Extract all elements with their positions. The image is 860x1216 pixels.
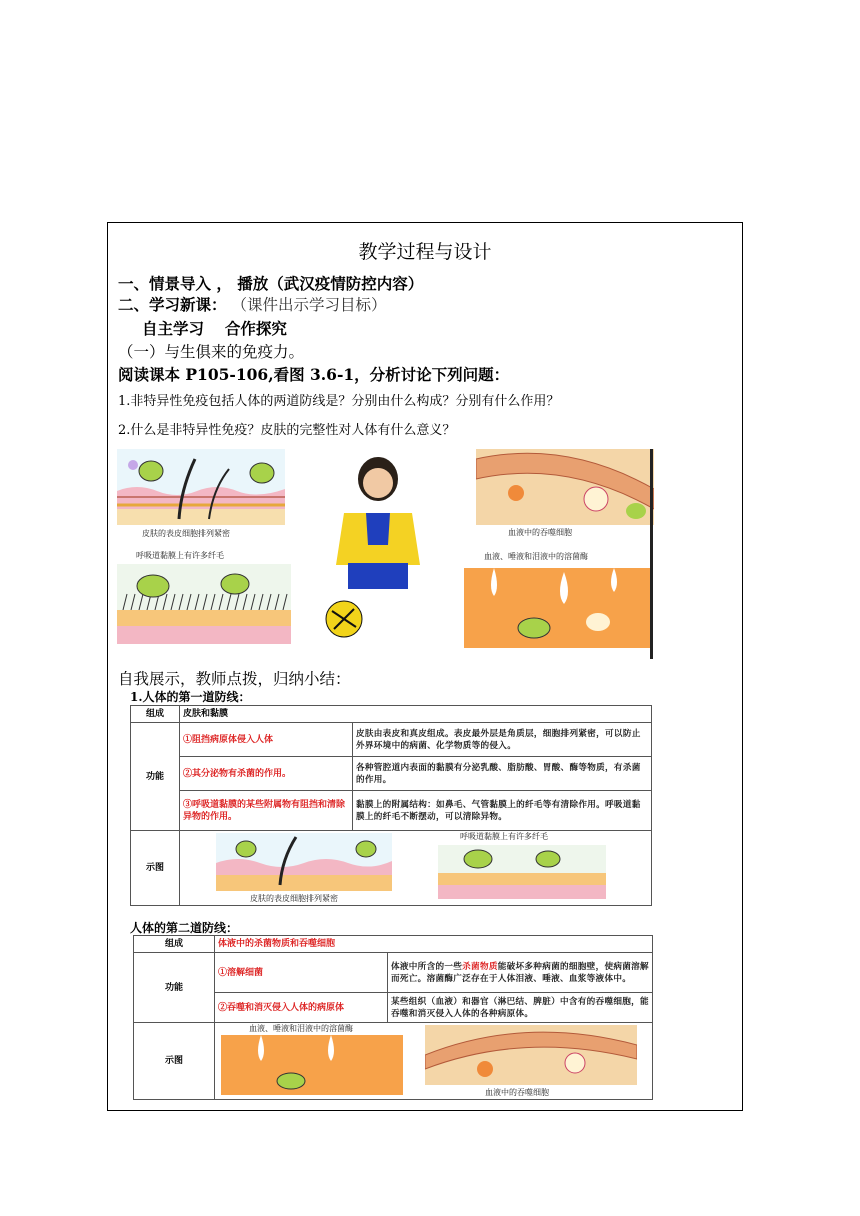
- composition-cell: 皮肤和黏膜: [180, 706, 652, 723]
- table-cilia-caption: 呼吸道黏膜上有许多纤毛: [460, 832, 548, 841]
- function-3: ③呼吸道黏膜的某些附属物有阻挡和清除异物的作用。: [180, 791, 353, 831]
- lysozyme-caption: 血液、唾液和泪液中的溶菌酶: [484, 552, 588, 561]
- description-2-2: 某些组织（血液）和器官（淋巴结、脾脏）中含有的吞噬细胞，能吞噬和消灭侵入人体的各种病原体。: [388, 993, 653, 1023]
- function-2: ②其分泌物有杀菌的作用。: [180, 757, 353, 791]
- diagram-cell-2: [215, 1023, 653, 1100]
- function-1: ①阻挡病原体侵入人体: [180, 723, 353, 757]
- description-1: 皮肤由表皮和真皮组成。表皮最外层是角质层，细胞排列紧密，可以防止外界环境中的病菌、化学物质等的侵入。: [353, 723, 652, 757]
- composition-cell-2: 体液中的杀菌物质和吞噬细胞: [215, 936, 653, 953]
- table-skin-illustration: [216, 833, 392, 891]
- table-phagocyte-illustration: [425, 1025, 637, 1085]
- phagocyte-caption: 血液中的吞噬细胞: [508, 528, 572, 537]
- first-defense-table: [130, 705, 652, 906]
- study-mode-line: 自主学习 合作探究: [142, 319, 287, 338]
- section-title: 教学过程与设计: [358, 241, 492, 263]
- skin-cells-illustration: [117, 449, 285, 525]
- cilia-illustration: [117, 564, 291, 644]
- reading-instruction: 阅读课本 P105-106,看图 3.6-1，分析讨论下列问题：: [118, 365, 510, 384]
- summary-intro: 自我展示，教师点拨，归纳小结：: [118, 670, 351, 688]
- col-composition: 组成: [131, 706, 180, 723]
- question-1: 1.非特异性免疫包括人体的两道防线是？分别由什么构成？分别有什么作用？: [118, 394, 560, 409]
- cilia-caption: 呼吸道黏膜上有许多纤毛: [136, 551, 224, 560]
- desc-highlight: 杀菌物质: [462, 961, 498, 972]
- skin-caption: 皮肤的表皮细胞排列紧密: [142, 529, 230, 538]
- diagram-cell: [180, 831, 652, 906]
- first-defense-heading: 1.人体的第一道防线：: [130, 690, 251, 704]
- table-lysozyme-caption: 血液、唾液和泪液中的溶菌酶: [249, 1024, 353, 1033]
- question-2: 2.什么是非特异性免疫？皮肤的完整性对人体有什么意义？: [118, 423, 456, 438]
- diagram-label-2: 示图: [134, 1023, 215, 1100]
- function-2-2: ②吞噬和消灭侵入人体的病原体: [215, 993, 388, 1023]
- function-label: 功能: [131, 723, 180, 831]
- lesson-frame: [107, 222, 743, 1111]
- description-2-1: [388, 953, 653, 993]
- intro-line: 一、情景导入 ， 播放（武汉疫情防控内容）: [118, 274, 424, 293]
- phagocyte-illustration: [476, 449, 654, 525]
- table-lysozyme-illustration: [221, 1035, 403, 1095]
- function-2-1: ①溶解细菌: [215, 953, 388, 993]
- second-defense-table: [133, 935, 653, 1100]
- function-label-2: 功能: [134, 953, 215, 1023]
- table-phagocyte-caption: 血液中的吞噬细胞: [485, 1088, 549, 1097]
- subsection-title: （一）与生俱来的免疫力。: [118, 343, 305, 361]
- description-2: 各种管腔道内表面的黏膜有分泌乳酸、脂肪酸、胃酸、酶等物质，有杀菌的作用。: [353, 757, 652, 791]
- table-skin-caption: 皮肤的表皮细胞排列紧密: [250, 894, 338, 903]
- new-lesson-line: [118, 293, 386, 315]
- table-cilia-illustration: [438, 845, 606, 899]
- desc-pre: 体液中所含的一些: [391, 961, 463, 972]
- figure-edge: [650, 449, 653, 659]
- diagram-label: 示图: [131, 831, 180, 906]
- description-3: 黏膜上的附属结构：如鼻毛、气管黏膜上的纤毛等有清除作用。呼吸道黏膜上的纤毛不断摆动，可以清除异物。: [353, 791, 652, 831]
- col-composition-2: 组成: [134, 936, 215, 953]
- lysozyme-illustration: [464, 568, 652, 648]
- desc-post: 能破坏多种病菌的细胞壁，使病菌溶解而死亡。溶菌酶广泛存在于人体泪液、唾液、血浆等液体中。: [391, 961, 649, 984]
- second-defense-heading: 人体的第二道防线：: [130, 921, 239, 935]
- new-lesson-label: 二、学习新课：: [118, 295, 227, 314]
- child-with-ball-photo: [304, 455, 452, 641]
- new-lesson-note: （课件出示学习目标）: [226, 296, 387, 314]
